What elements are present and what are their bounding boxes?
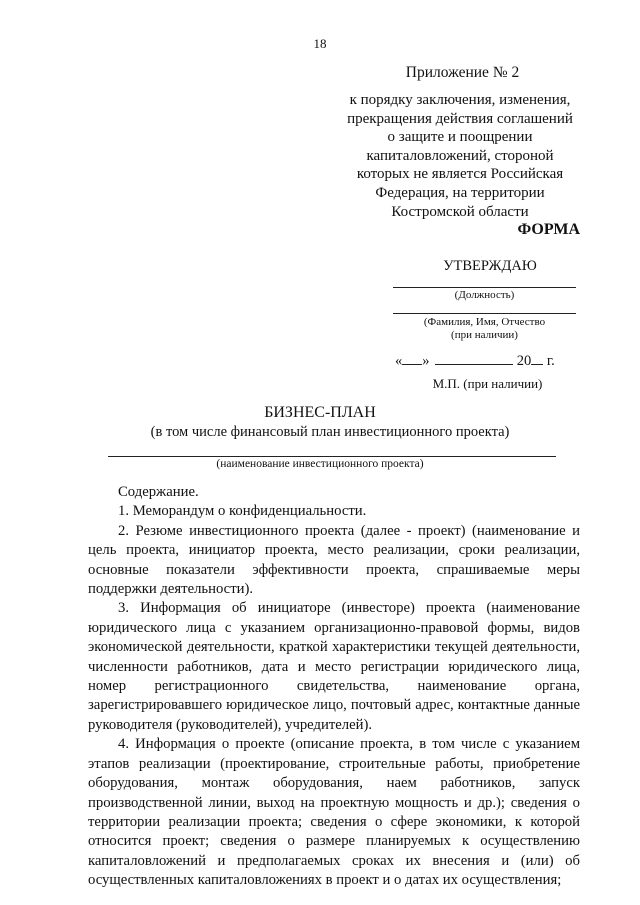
day-blank bbox=[402, 352, 422, 365]
contents-item: 2. Резюме инвестиционного проекта (далее - проект) (наименование и цель проекта, инициатор проекта, место реализации, сроки реализации, основные показатели эффективности проекта, спрашиваемые меры поддержки деятельности). bbox=[88, 522, 580, 598]
appendix-subtitle-line: к порядку заключения, изменения, bbox=[349, 92, 571, 108]
position-caption: (Должность) bbox=[454, 289, 515, 301]
appendix-subtitle-line: Федерация, на территории bbox=[375, 184, 545, 201]
stamp-note: М.П. (при наличии) bbox=[432, 376, 543, 391]
business-plan-title: БИЗНЕС-ПЛАН bbox=[264, 404, 376, 421]
date-open-quote: « bbox=[395, 353, 403, 369]
year-blank bbox=[531, 352, 543, 365]
project-name-caption: (наименование инвестиционного проекта) bbox=[216, 458, 424, 470]
form-label: ФОРМА bbox=[517, 221, 580, 238]
contents-heading: Содержание. bbox=[118, 484, 199, 500]
month-blank bbox=[435, 352, 513, 365]
position-signature-line bbox=[393, 287, 576, 288]
appendix-subtitle-line: которых не является Российская bbox=[356, 166, 564, 183]
project-name-line bbox=[108, 456, 556, 457]
appendix-subtitle-line: капиталовложений, стороной bbox=[366, 147, 554, 164]
name-caption-line: (при наличии) bbox=[451, 329, 518, 341]
contents-item: 4. Информация о проекте (описание проекта, в том числе с указанием этапов реализации (проектирование, строительные работы, приобретение оборудования, монтаж оборудования, наем работников, запуск производственной линии, выход на проектную мощность и др.); сведения о территории реализации проекта; сведения о сфере экономики, к которой относится проект; сведения о размере планируемых к осуществлению капиталовложений и предполагаемых сроках их внесения и (или) об осуществленных капиталовложениях в проект и о датах их осуществления; bbox=[88, 736, 580, 889]
contents-item: 3. Информация об инициаторе (инвесторе) проекта (наименование юридического лица с указанием организационно-правовой формы, видов экономической деятельности, краткой характеристики текущей деятельности, численности работников, дата и место регистрации юридического лица, номер регистрационного свидетельства, наименование органа, зарегистрировавшего юридическое лицо, почтовый адрес, контактные данные руководителя (руководителей), учредителей). bbox=[88, 600, 580, 733]
business-plan-subtitle: (в том числе финансовый план инвестиционного проекта) bbox=[150, 424, 510, 440]
name-caption bbox=[393, 316, 576, 342]
contents-item: 1. Меморандум о конфиденциальности. bbox=[118, 503, 367, 520]
date-close-quote: » bbox=[422, 353, 430, 369]
page-number: 18 bbox=[313, 36, 327, 51]
appendix-subtitle-line: о защите и поощрении bbox=[387, 129, 533, 146]
appendix-subtitle bbox=[340, 91, 580, 221]
date-year: 20 bbox=[516, 353, 532, 369]
appendix-subtitle-line: Костромской области bbox=[391, 203, 529, 220]
approval-date bbox=[395, 352, 595, 370]
appendix-title: Приложение № 2 bbox=[405, 64, 520, 81]
name-signature-line bbox=[393, 313, 576, 314]
date-suffix: г. bbox=[546, 353, 555, 369]
contents-section bbox=[88, 483, 580, 891]
approval-heading: УТВЕРЖДАЮ bbox=[443, 258, 537, 274]
name-caption-line: (Фамилия, Имя, Отчество bbox=[423, 316, 546, 328]
appendix-subtitle-line: прекращения действия соглашений bbox=[347, 110, 573, 127]
